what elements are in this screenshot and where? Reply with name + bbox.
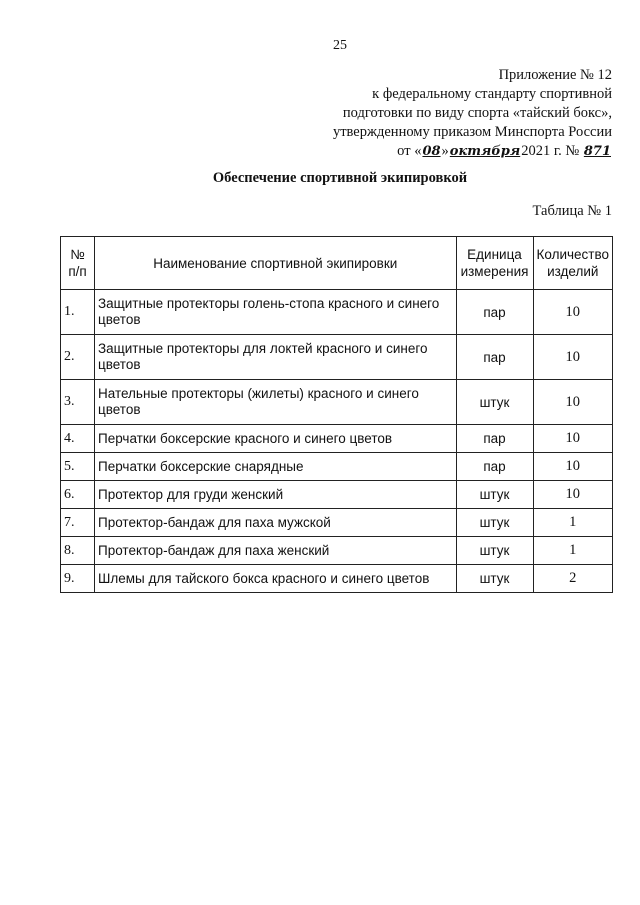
row-name: Протектор-бандаж для паха мужской — [95, 509, 457, 537]
table-row — [61, 290, 613, 335]
table-row — [61, 335, 613, 380]
row-qty: 10 — [533, 290, 613, 335]
row-qty: 10 — [533, 335, 613, 380]
row-name: Перчатки боксерские красного и синего цветов — [95, 425, 457, 453]
row-num: 7. — [61, 509, 95, 537]
row-qty: 10 — [533, 425, 613, 453]
table-row — [61, 537, 613, 565]
row-num: 1. — [61, 290, 95, 335]
row-unit: пар — [456, 425, 533, 453]
header-unit: Единица измерения — [456, 237, 533, 290]
row-unit: штук — [456, 481, 533, 509]
row-unit: пар — [456, 453, 533, 481]
row-qty: 10 — [533, 453, 613, 481]
row-qty: 10 — [533, 481, 613, 509]
handwritten-order-number: 871 — [583, 144, 611, 159]
handwritten-day: 08 — [422, 144, 441, 159]
row-num: 5. — [61, 453, 95, 481]
appendix-date-line — [292, 142, 612, 161]
table-row — [61, 380, 613, 425]
table-row — [61, 425, 613, 453]
row-num: 3. — [61, 380, 95, 425]
table-caption: Таблица № 1 — [532, 203, 612, 219]
table-row — [61, 453, 613, 481]
row-name: Перчатки боксерские снарядные — [95, 453, 457, 481]
row-name: Защитные протекторы голень-стопа красного и синего цветов — [95, 290, 457, 335]
appendix-title: Приложение № 12 — [498, 67, 612, 83]
appendix-line: к федеральному стандарту спортивной — [372, 86, 612, 102]
document-title: Обеспечение спортивной экипировкой — [212, 170, 468, 186]
table-header-row — [61, 237, 613, 290]
row-unit: штук — [456, 509, 533, 537]
row-qty: 2 — [533, 565, 613, 593]
header-qty: Количество изделий — [533, 237, 613, 290]
row-name: Шлемы для тайского бокса красного и синего цветов — [95, 565, 457, 593]
row-num: 4. — [61, 425, 95, 453]
row-name: Протектор для груди женский — [95, 481, 457, 509]
row-qty: 10 — [533, 380, 613, 425]
row-name: Нательные протекторы (жилеты) красного и синего цветов — [95, 380, 457, 425]
row-unit: штук — [456, 380, 533, 425]
table-row — [61, 565, 613, 593]
date-year: 2021 г. № — [521, 143, 580, 159]
date-mid: » — [441, 143, 449, 159]
appendix-line: подготовки по виду спорта «тайский бокс», — [342, 105, 612, 121]
row-unit: штук — [456, 537, 533, 565]
row-num: 6. — [61, 481, 95, 509]
header-name: Наименование спортивной экипировки — [95, 237, 457, 290]
appendix-header — [292, 66, 612, 161]
row-unit: штук — [456, 565, 533, 593]
date-prefix: от « — [397, 143, 422, 159]
page-number: 25 — [333, 38, 347, 53]
row-num: 8. — [61, 537, 95, 565]
row-name: Протектор-бандаж для паха женский — [95, 537, 457, 565]
handwritten-month: октября — [449, 144, 521, 159]
row-qty: 1 — [533, 509, 613, 537]
row-name: Защитные протекторы для локтей красного и синего цветов — [95, 335, 457, 380]
table-row — [61, 481, 613, 509]
table-row — [61, 509, 613, 537]
row-unit: пар — [456, 335, 533, 380]
header-num: № п/п — [61, 237, 95, 290]
equipment-table — [60, 236, 613, 593]
row-qty: 1 — [533, 537, 613, 565]
row-unit: пар — [456, 290, 533, 335]
row-num: 2. — [61, 335, 95, 380]
appendix-line: утвержденному приказом Минспорта России — [332, 124, 612, 140]
row-num: 9. — [61, 565, 95, 593]
